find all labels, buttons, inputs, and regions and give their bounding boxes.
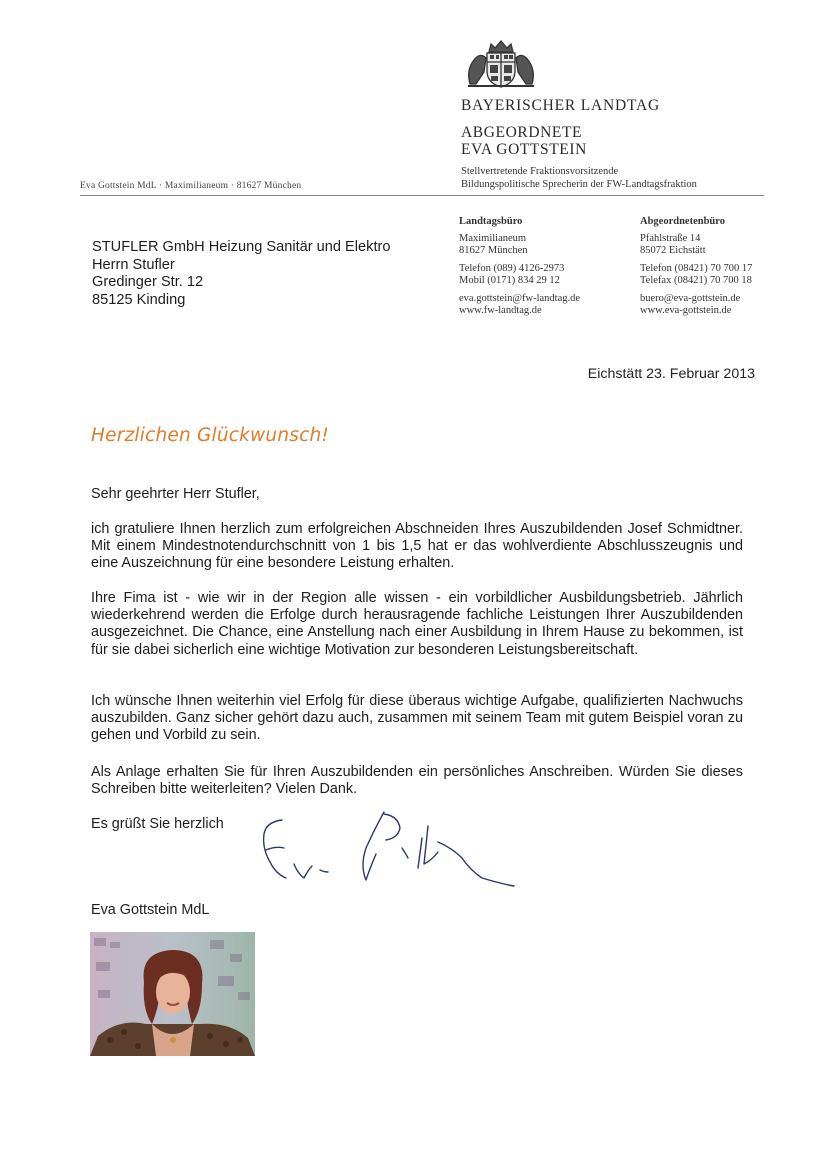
body-paragraph: ich gratuliere Ihnen herzlich zum erfolgreichen Abschneiden Ihres Auszubildenden Josef Schmidtner. Mit einem Mindestnotendurchschnitt von 1 bis 1,5 hat er das wohlverdiente Abschlusszeugnis und eine Auszeichnung für eine besondere Leistung erhalten. [91,521,743,572]
portrait-photo [90,932,255,1056]
letterhead-divider [80,195,764,196]
office-email[interactable]: buero@eva-gottstein.de [640,292,741,304]
office-city: 85072 Eichstätt [640,245,706,256]
office-title: Abgeordnetenbüro [640,216,725,227]
function-line: Bildungspolitische Sprecherin der FW-Landtagsfraktion [461,178,697,190]
office-email[interactable]: eva.gottstein@fw-landtag.de [459,292,581,304]
recipient-company: STUFLER GmbH Heizung Sanitär und Elektro [92,239,391,255]
office-mobile: Mobil (0171) 834 29 12 [459,275,560,286]
recipient-street: Gredinger Str. 12 [92,274,204,290]
recipient-address [92,239,390,309]
office-fax: Telefax (08421) 70 700 18 [640,275,752,286]
office-landtag [459,216,619,318]
institution-name: BAYERISCHER LANDTAG [461,97,660,114]
body-paragraph: Als Anlage erhalten Sie für Ihren Auszubildenden ein persönliches Anschreiben. Würden Sie dieses Schreiben bitte weiterleiten? Vielen Dank. [91,764,743,798]
office-street: Maximilianeum [459,232,527,244]
member-functions [461,166,697,191]
sender-return-address: Eva Gottstein MdL · Maximilianeum · 81627 München [80,181,302,191]
office-constituency [640,216,800,318]
recipient-name: Herrn Stufler [92,256,175,273]
office-city: 81627 München [459,245,528,256]
member-name: EVA GOTTSTEIN [461,141,587,158]
office-phone: Telefon (08421) 70 700 17 [640,262,753,274]
office-web[interactable]: www.fw-landtag.de [459,305,542,316]
office-web[interactable]: www.eva-gottstein.de [640,305,732,316]
member-title-line1: ABGEORDNETE [461,124,583,141]
member-title [461,124,587,158]
signer-name: Eva Gottstein MdL [91,902,210,918]
office-title: Landtagsbüro [459,216,523,227]
body-paragraph: Ihre Fima ist - wie wir in der Region alle wissen - ein vorbildlicher Ausbildungsbetrieb. Jährlich wiederkehrend werden die Erfolge durch herausragende fachliche Leistungen Ihrer Auszubildenden ausgezeichnet. Die Chance, eine Anstellung nach einer Ausbildung in Ihrem Hause zu bekommen, ist für sie dabei sicherlich eine wichtige Motivation zur besonderen Leistungsbereitschaft. [91,590,743,658]
office-street: Pfahlstraße 14 [640,232,701,244]
recipient-city: 85125 Kinding [92,291,186,308]
handwritten-signature [252,808,527,893]
letter-date: Eichstätt 23. Februar 2013 [587,366,755,382]
body-paragraph: Ich wünsche Ihnen weiterhin viel Erfolg für diese überaus wichtige Aufgabe, qualifizierten Nachwuchs auszubilden. Ganz sicher gehört dazu auch, zusammen mit seinem Team mit gutem Beispiel voran zu gehen und Vorbild zu sein. [91,693,743,744]
closing-formula: Es grüßt Sie herzlich [91,816,224,832]
office-phone: Telefon (089) 4126-2973 [459,262,565,274]
coat-of-arms-icon [462,38,540,90]
function-line: Stellvertretende Fraktionsvorsitzende [461,166,619,177]
letter-headline: Herzlichen Glückwunsch! [91,425,329,446]
salutation: Sehr geehrter Herr Stufler, [91,486,260,502]
